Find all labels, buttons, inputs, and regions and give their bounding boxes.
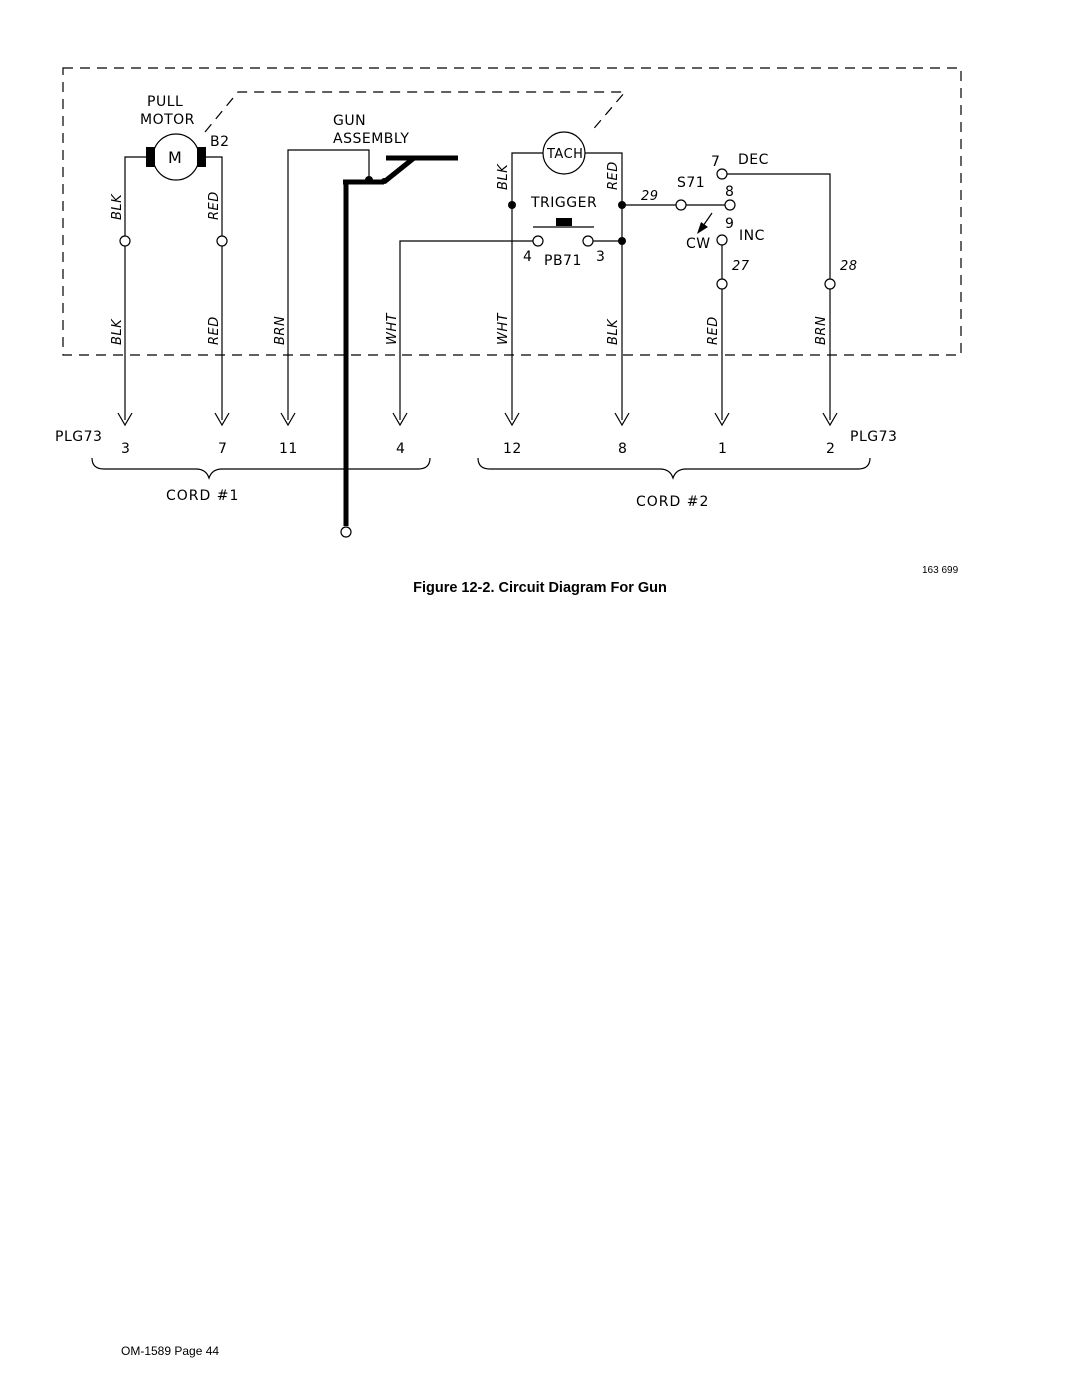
- motor-wire-blk: [125, 157, 146, 420]
- upper-wire-label-motor-red: RED: [207, 191, 222, 220]
- plug-left-label: PLG73: [55, 429, 103, 445]
- cord-1-label: CORD #1: [166, 488, 240, 504]
- ground-terminal: [341, 527, 351, 537]
- s71-terminal-9: [717, 235, 727, 245]
- pb-pin-4-label: 4: [523, 249, 533, 265]
- s71-label: S71: [677, 175, 706, 191]
- lower-wire-label-2: RED: [207, 316, 222, 345]
- circuit-diagram: [0, 0, 1080, 600]
- dec-label: DEC: [738, 152, 769, 168]
- upper-wire-label-motor-blk: BLK: [110, 193, 125, 220]
- gun-label-1: GUN: [333, 113, 367, 129]
- gun-wire-brn: [288, 150, 369, 420]
- pull-motor-label-2: MOTOR: [140, 112, 195, 128]
- pb-ref-label: PB71: [544, 253, 582, 269]
- upper-wire-label-tach-blk: BLK: [496, 163, 511, 190]
- plug-pin-5: 12: [503, 441, 522, 457]
- cw-label: CW: [686, 236, 711, 252]
- plug-pin-1: 3: [121, 441, 131, 457]
- terminal-motor-blk: [120, 236, 130, 246]
- drawing-reference-number: 163 699: [922, 565, 959, 576]
- plug-pin-7: 1: [718, 441, 728, 457]
- terminal-28: [825, 279, 835, 289]
- junction-red-3: [618, 237, 626, 245]
- gun-contact-symbol: [343, 158, 458, 184]
- s71-wiper-terminal: [676, 200, 686, 210]
- lower-wire-label-6: BLK: [606, 318, 621, 345]
- wire-29-label: 29: [641, 189, 659, 204]
- cord-2-label: CORD #2: [636, 494, 710, 510]
- cord-2-brace: [478, 458, 870, 478]
- plug-pin-2: 7: [218, 441, 228, 457]
- motor-tach-leader: [205, 92, 625, 133]
- plug-arrowheads: [118, 413, 837, 425]
- wire-27-label: 27: [732, 259, 750, 274]
- page-footer: OM-1589 Page 44: [121, 1344, 220, 1358]
- lower-wire-label-5: WHT: [496, 312, 511, 345]
- terminal-27: [717, 279, 727, 289]
- s71-pin-7-label: 7: [711, 154, 721, 170]
- lower-wire-label-7: RED: [706, 316, 721, 345]
- pb-pin-3-label: 3: [596, 249, 606, 265]
- tach-wire-blk: [512, 153, 543, 420]
- s71-pin-9-label: 9: [725, 216, 735, 232]
- junction-blk: [508, 201, 516, 209]
- lower-wire-label-1: BLK: [110, 318, 125, 345]
- terminal-motor-red: [217, 236, 227, 246]
- s71-terminal-8: [725, 200, 735, 210]
- lower-wire-label-4: WHT: [385, 312, 400, 345]
- plug-right-label: PLG73: [850, 429, 898, 445]
- figure-caption: Figure 12-2. Circuit Diagram For Gun: [413, 580, 667, 596]
- trigger-wire-wht: [400, 241, 533, 420]
- pull-motor-symbol: [146, 134, 206, 180]
- inc-label: INC: [739, 228, 765, 244]
- svg-text:TACH: TACH: [547, 147, 584, 162]
- plug-pin-8: 2: [826, 441, 836, 457]
- s71-terminal-7: [717, 169, 727, 179]
- tach-wire-red: [585, 153, 622, 420]
- pull-motor-label-1: PULL: [147, 94, 184, 110]
- plug-pin-6: 8: [618, 441, 628, 457]
- motor-ref-label: B2: [210, 134, 230, 150]
- svg-text:M: M: [168, 148, 183, 167]
- cord-1-brace: [92, 458, 430, 478]
- lower-wire-label-3: BRN: [273, 315, 288, 345]
- plug-pin-3: 11: [279, 441, 298, 457]
- lower-wire-label-8: BRN: [814, 315, 829, 345]
- cw-arrow-icon: [697, 213, 712, 234]
- trigger-pushbutton: [533, 218, 594, 246]
- gun-label-2: ASSEMBLY: [333, 131, 410, 147]
- tach-symbol: [543, 132, 585, 174]
- plug-pin-4: 4: [396, 441, 406, 457]
- wire-28-label: 28: [840, 259, 858, 274]
- s71-pin-8-label: 8: [725, 184, 735, 200]
- trigger-label: TRIGGER: [531, 195, 598, 211]
- upper-wire-label-tach-red: RED: [606, 161, 621, 190]
